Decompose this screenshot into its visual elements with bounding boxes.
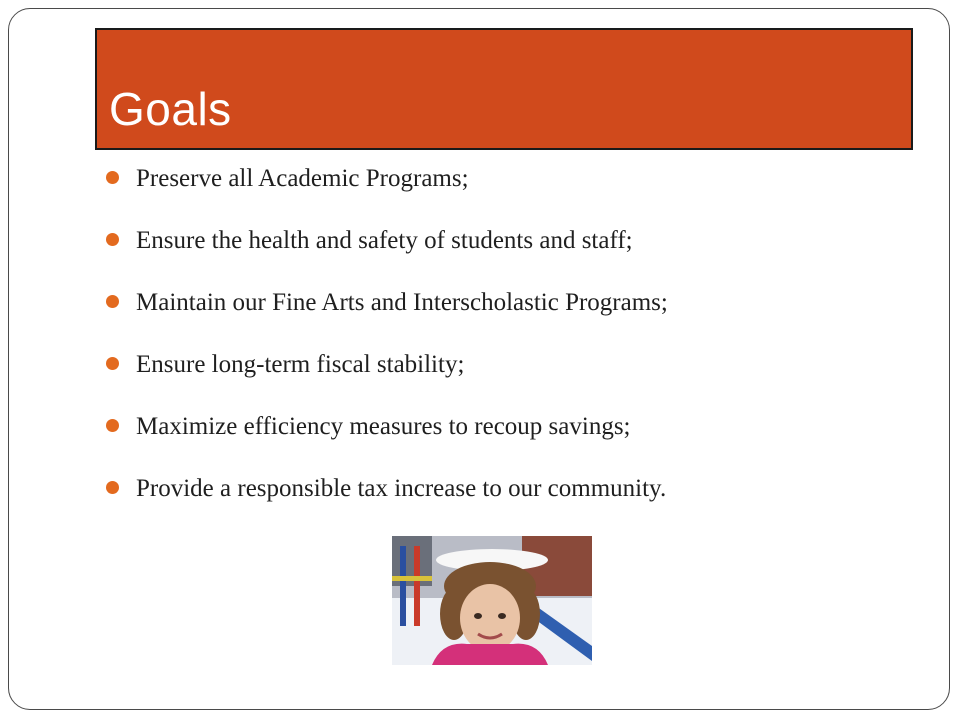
bullet-dot-icon xyxy=(106,171,119,184)
bullet-text: Preserve all Academic Programs; xyxy=(136,165,469,192)
bullet-item xyxy=(106,224,668,286)
photo-illustration xyxy=(392,536,592,665)
bullet-dot-icon xyxy=(106,419,119,432)
bullet-list xyxy=(106,162,668,534)
title-banner xyxy=(95,28,913,150)
bullet-dot-icon xyxy=(106,233,119,246)
bullet-text: Provide a responsible tax increase to our community. xyxy=(136,475,667,502)
bullet-dot-icon xyxy=(106,481,119,494)
bullet-text: Ensure the health and safety of students and staff; xyxy=(136,227,633,254)
bullet-item xyxy=(106,348,668,410)
bullet-item xyxy=(106,472,668,534)
slide-title: Goals xyxy=(109,83,232,135)
bullet-dot-icon xyxy=(106,295,119,308)
bullet-text: Maintain our Fine Arts and Interscholastic Programs; xyxy=(136,289,668,316)
child-in-snow-photo xyxy=(392,536,592,665)
bullet-text: Ensure long-term fiscal stability; xyxy=(136,351,465,378)
bullet-item xyxy=(106,162,668,224)
bullet-dot-icon xyxy=(106,357,119,370)
bullet-item xyxy=(106,286,668,348)
bullet-item xyxy=(106,410,668,472)
bullet-text: Maximize efficiency measures to recoup savings; xyxy=(136,413,631,440)
